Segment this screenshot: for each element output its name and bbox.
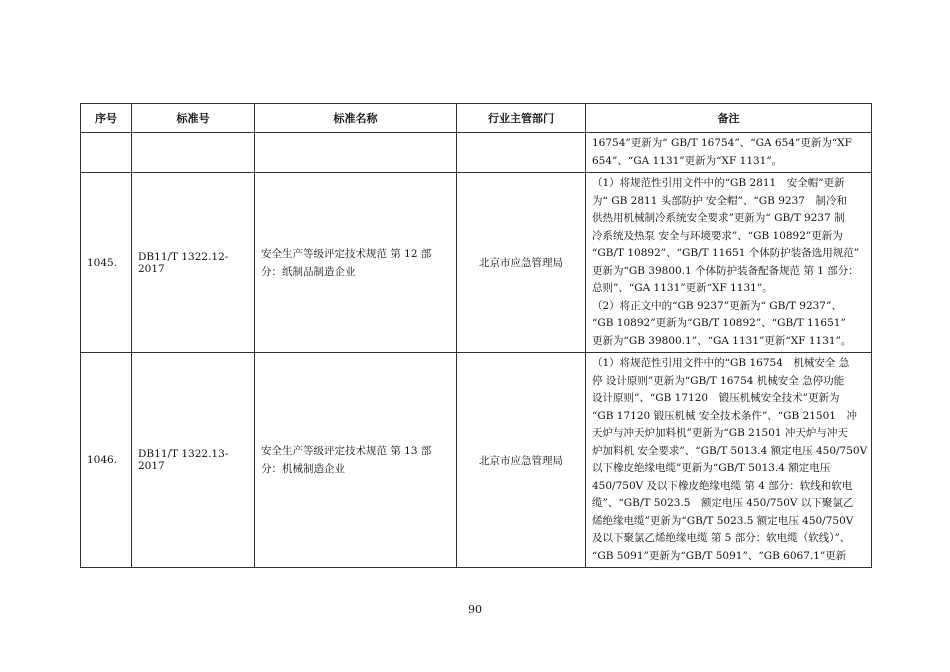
serial-no-cell: 1045.	[81, 173, 132, 353]
department-cell: 北京市应急管理局	[457, 353, 586, 568]
remarks-line: 以下橡皮绝缘电缆”更新为“GB/T 5013.4 额定电压	[592, 462, 831, 474]
remarks-line: “GB 10892”更新为“GB/T 10892”、“GB/T 11651”	[592, 317, 846, 329]
remarks-line: “GB 5091”更新为“GB/T 5091”、“GB 6067.1”更新	[592, 549, 847, 562]
remarks-line: 总则”、“GA 1131”更新“XF 1131”。	[592, 282, 773, 294]
header-standard-code: 标准号	[132, 104, 255, 133]
table-header-row	[81, 104, 872, 133]
remarks-cell	[586, 133, 872, 173]
remarks-line: 供热用机械制冷系统安全要求”更新为“ GB/T 9237 制	[592, 212, 845, 224]
remarks-line: “GB 17120 锻压机械 安全技术条件”、“GB 21501 冲	[592, 409, 857, 422]
header-remarks: 备注	[586, 104, 872, 133]
remarks-line: （1）将规范性引用文件中的“GB 2811 安全帽”更新	[592, 177, 845, 189]
remarks-line: 更新为“GB 39800.1 个体防护装备配备规范 第 1 部分：	[592, 264, 859, 277]
standard-name-line: 分：纸制品制造企业	[261, 265, 356, 278]
standard-name-line: 安全生产等级评定技术规范 第 13 部	[261, 445, 432, 457]
remarks-line: 停 设计原则”更新为“GB/T 16754 机械安全 急停功能	[592, 374, 845, 387]
header-serial-no: 序号	[81, 104, 132, 133]
table-row	[81, 173, 872, 353]
table-row	[81, 133, 872, 173]
remarks-line: （1）将规范性引用文件中的“GB 16754 机械安全 急	[592, 357, 850, 369]
serial-no-cell	[81, 133, 132, 173]
remarks-line: 烯绝缘电缆”更新为“GB/T 5023.5 额定电压 450/750V	[592, 514, 854, 527]
page-number: 90	[468, 603, 482, 616]
remarks-line: 16754”更新为“ GB/T 16754”、“GA 654”更新为“XF	[592, 137, 852, 149]
remarks-line: （2）将正文中的“GB 9237”更新为“ GB/T 9237”、	[592, 299, 842, 312]
remarks-line: 冷系统及热泵 安全与环境要求”、“GB 10892”更新为	[592, 229, 843, 242]
remarks-line: 缆”、“GB/T 5023.5 额定电压 450/750V 以下聚氯乙	[592, 497, 854, 509]
standard-name-line: 分：机械制造企业	[261, 463, 345, 475]
standard-name-cell	[255, 133, 457, 173]
department-cell: 北京市应急管理局	[457, 173, 586, 353]
header-standard-name: 标准名称	[255, 104, 457, 133]
header-department: 行业主管部门	[457, 104, 586, 133]
standard-name-cell	[255, 173, 457, 353]
remarks-line: 更新为“GB 39800.1”、“GA 1131”更新“XF 1131”。	[592, 334, 852, 347]
standard-code-cell	[132, 133, 255, 173]
remarks-line: 设计原则”、“GB 17120 锻压机械安全技术”更新为	[592, 392, 840, 404]
remarks-cell	[586, 353, 872, 568]
remarks-line: 450/750V 及以下橡皮绝缘电缆 第 4 部分：软线和软电	[592, 479, 853, 492]
department-cell	[457, 133, 586, 173]
remarks-line: 654”、“GA 1131”更新为“XF 1131”。	[592, 154, 783, 167]
remarks-line: “GB/T 10892”、“GB/T 11651 个体防护装备选用规范”	[592, 247, 860, 259]
standard-name-cell	[255, 353, 457, 568]
remarks-line: 炉加料机 安全要求”、“GB/T 5013.4 额定电压 450/750V	[592, 444, 867, 457]
standard-code-cell: DB11/T 1322.13-2017	[132, 353, 255, 568]
table-row	[81, 353, 872, 568]
remarks-line: 及以下聚氯乙烯绝缘电缆 第 5 部分：软电缆（软线）”、	[592, 532, 851, 544]
serial-no-cell: 1046.	[81, 353, 132, 568]
remarks-line: 为“ GB 2811 头部防护 安全帽”、“GB 9237 制冷和	[592, 194, 847, 207]
standard-code-cell: DB11/T 1322.12-2017	[132, 173, 255, 353]
remarks-cell	[586, 173, 872, 353]
standards-table	[80, 103, 872, 568]
standard-name-line: 安全生产等级评定技术规范 第 12 部	[261, 247, 432, 260]
remarks-line: 天炉与冲天炉加料机”更新为“GB 21501 冲天炉与冲天	[592, 427, 848, 439]
